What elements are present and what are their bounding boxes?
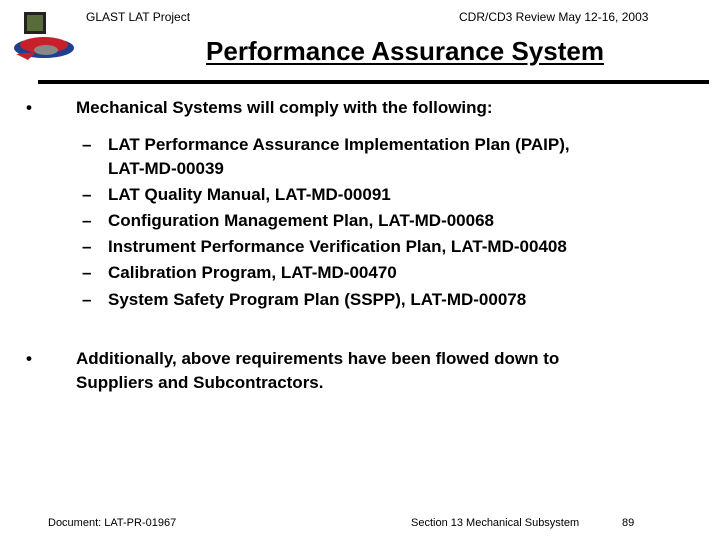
sub-bullet-text: LAT Performance Assurance Implementation Plan (PAIP), [108,135,570,154]
sub-bullet-text: Instrument Performance Verification Plan, LAT-MD-00408 [108,237,567,256]
header-project: GLAST LAT Project [86,10,191,24]
sub-bullet-marker: – [82,185,92,204]
bullet-marker: • [26,98,32,117]
bullet-text: Mechanical Systems will comply with the following: [76,98,493,117]
sub-bullet-text: Calibration Program, LAT-MD-00470 [108,263,397,282]
sub-bullet-marker: – [82,290,92,309]
header-review: CDR/CD3 Review May 12-16, 2003 [459,10,649,24]
slide-title: Performance Assurance System [206,36,604,66]
sub-bullet-text: System Safety Program Plan (SSPP), LAT-MD-00078 [108,290,527,309]
sub-bullet-marker: – [82,237,92,256]
title-divider [38,80,709,84]
logo-satellite [34,45,58,55]
logo-box-inner [27,15,43,31]
bullet-text-continued: Suppliers and Subcontractors. [76,373,324,392]
sub-bullet-text: LAT Quality Manual, LAT-MD-00091 [108,185,391,204]
bullet-text: Additionally, above requirements have been flowed down to [76,349,560,368]
footer-document: Document: LAT-PR-01967 [48,517,177,529]
sub-bullet-marker: – [82,135,92,154]
sub-bullet-marker: – [82,211,92,230]
sub-bullet-text: Configuration Management Plan, LAT-MD-00068 [108,211,495,230]
glast-logo-icon [6,8,76,68]
bullet-marker: • [26,349,32,368]
footer-page-number: 89 [622,517,635,529]
sub-bullet-marker: – [82,263,92,282]
footer-section: Section 13 Mechanical Subsystem [411,517,580,529]
sub-bullet-text-continued: LAT-MD-00039 [108,159,224,178]
